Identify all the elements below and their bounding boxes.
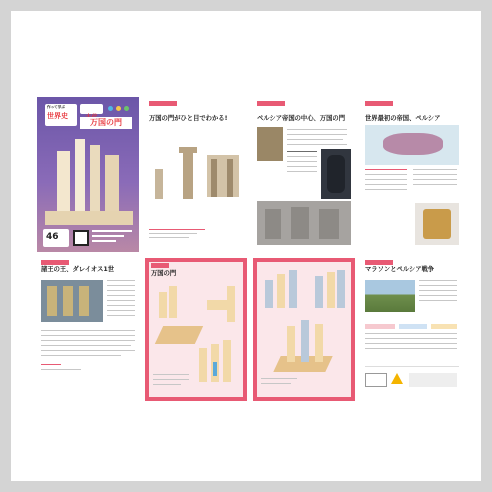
relief-photo-large [257,201,351,245]
cover-page [37,97,139,252]
page-first-empire [361,97,463,252]
empire-map [365,125,459,165]
assembly-step-6 [277,318,337,374]
body-text [41,330,137,380]
assembly-panel [257,262,351,397]
assembly-step-4 [265,270,301,310]
page-tag [365,260,393,265]
page-title: 世界最初の帝国、ペルシア [365,115,441,122]
cover-blurb [92,230,132,246]
qr-code-icon [73,230,89,246]
page-darius [37,258,139,401]
issue-number: 46 [46,232,59,242]
page-tag [149,101,177,106]
page-marathon [361,258,463,401]
assembly-step-3 [195,340,237,386]
caption-block [149,229,209,243]
page-title: 諸王の王、ダレイオス1世 [41,266,115,273]
assembly-step-5 [313,270,347,310]
cover-model-image [45,135,133,225]
dot-green-icon [124,106,129,111]
era-badge [80,104,103,114]
dot-blue-icon [108,106,113,111]
marathon-photo [365,280,415,312]
dot-yellow-icon [116,106,121,111]
archers-relief-photo [41,280,103,322]
page-assembly-2 [253,258,355,401]
text-column [419,280,459,320]
page-title: マラソンとペルシア戦争 [365,266,435,273]
page-tag [41,260,69,265]
page-title: 万国の門 [151,270,177,277]
page-assembly-1 [145,258,247,401]
golden-vessel-photo [415,203,459,245]
cover-title: 万国の門 [80,117,132,129]
assembly-step-2 [207,286,237,324]
assembly-note [261,378,301,392]
page-tag [151,263,169,268]
page-overview [145,97,247,252]
page-persia-center [253,97,355,252]
relief-photo-small [257,127,283,161]
gate-photo [149,129,245,199]
assembly-panel [149,262,243,397]
page-title: ペルシア帝国の中心、万国の門 [257,115,345,122]
series-logo [45,104,77,126]
issue-badge [43,229,69,247]
info-table [365,324,459,360]
assembly-note [153,374,193,388]
page-title: 万国の門がひと目でわかる! [149,115,228,122]
page-tag [257,101,285,106]
assembly-step-1 [155,286,179,320]
series-subtitle: 作って学ぶ [47,105,65,109]
spread-sheet [11,11,481,481]
series-main: 世界史 [47,112,68,120]
warning-icon [391,373,403,384]
publisher-footer [365,366,459,394]
bull-statue-photo [321,149,351,199]
page-tag [365,101,393,106]
